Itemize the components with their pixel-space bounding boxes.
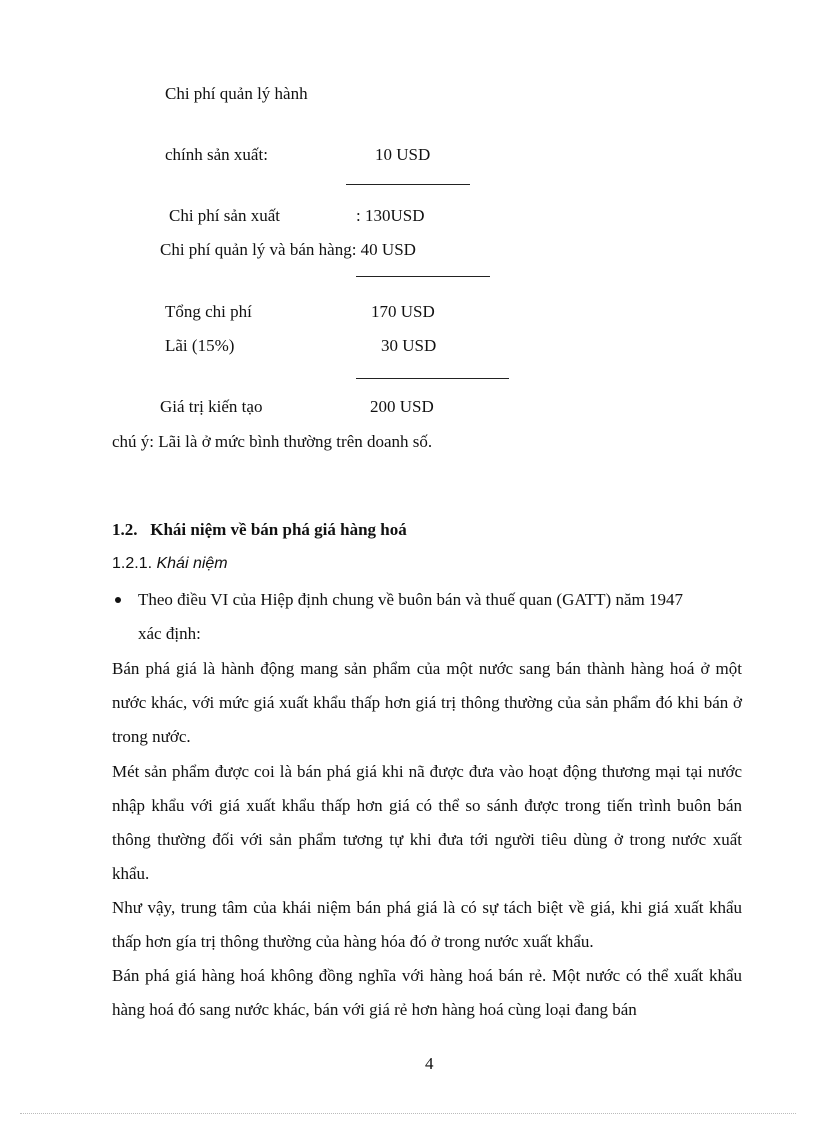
subtotal-rule-2 xyxy=(356,276,490,277)
bullet-line-2: xác định: xyxy=(138,624,201,643)
total-cost-label: Tổng chi phí xyxy=(165,302,252,321)
bullet-line-1: Theo điều VI của Hiệp định chung về buôn bán và thuế quan (GATT) năm 1947 xyxy=(138,590,683,609)
admin-cost-label-line1: Chi phí quản lý hành xyxy=(165,84,308,103)
profit-label: Lãi (15%) xyxy=(165,336,235,355)
paragraph-4: Bán phá giá hàng hoá không đồng nghĩa với hàng hoá bán rẻ. Một nước có thể xuất khẩu hàng hoá đó sang nước khác, bán với giá rẻ hơn hàng hoá cùng loại đang bán xyxy=(112,966,742,1019)
page-number: 4 xyxy=(425,1054,434,1073)
paragraph-1: Bán phá giá là hành động mang sản phẩm của một nước sang bán thành hàng hoá ở một nước khác, với mức giá xuất khẩu thấp hơn giá trị thông thường của sản phẩm đó khi bán ở trong nước. xyxy=(112,659,742,746)
mgmt-sales-cost-line: Chi phí quản lý và bán hàng: 40 USD xyxy=(160,240,416,259)
admin-cost-value: 10 USD xyxy=(375,145,431,164)
admin-cost-label-line2: chính sản xuất: xyxy=(165,145,268,164)
constructed-value-amount: 200 USD xyxy=(370,397,434,416)
page-bottom-border xyxy=(20,1113,796,1114)
paragraph-3: Như vậy, trung tâm của khái niệm bán phá giá là có sự tách biệt về giá, khi giá xuất khẩu thấp hơn gía trị thông thường của hàng hóa đó ở trong nước xuất khẩu. xyxy=(112,898,742,951)
total-cost-value: 170 USD xyxy=(371,302,435,321)
subsection-title: Khái niệm xyxy=(156,555,228,572)
profit-note: chú ý: Lãi là ở mức bình thường trên doanh số. xyxy=(112,432,433,451)
subtotal-rule-3 xyxy=(356,378,509,379)
production-cost-label: Chi phí sản xuất xyxy=(169,206,280,225)
subsection-heading xyxy=(112,554,228,574)
constructed-value-label: Giá trị kiến tạo xyxy=(160,397,263,416)
profit-value: 30 USD xyxy=(381,336,437,355)
paragraph-2: Mét sản phẩm được coi là bán phá giá khi nã được đưa vào hoạt động thương mại tại nước nhập khẩu với giá xuất khẩu thấp hơn giá có thể so sánh được trong tiến trình buôn bán thông thường đối với sản phẩm tương tự khi đưa tới người tiêu dùng ở trong nước xuất khẩu. xyxy=(112,762,742,883)
bullet-icon xyxy=(115,597,121,603)
production-cost-value: : 130USD xyxy=(356,206,425,225)
subsection-number: 1.2.1. xyxy=(112,555,153,572)
subtotal-rule-1 xyxy=(346,184,470,185)
section-heading: 1.2. Khái niệm về bán phá giá hàng hoá xyxy=(112,520,407,539)
